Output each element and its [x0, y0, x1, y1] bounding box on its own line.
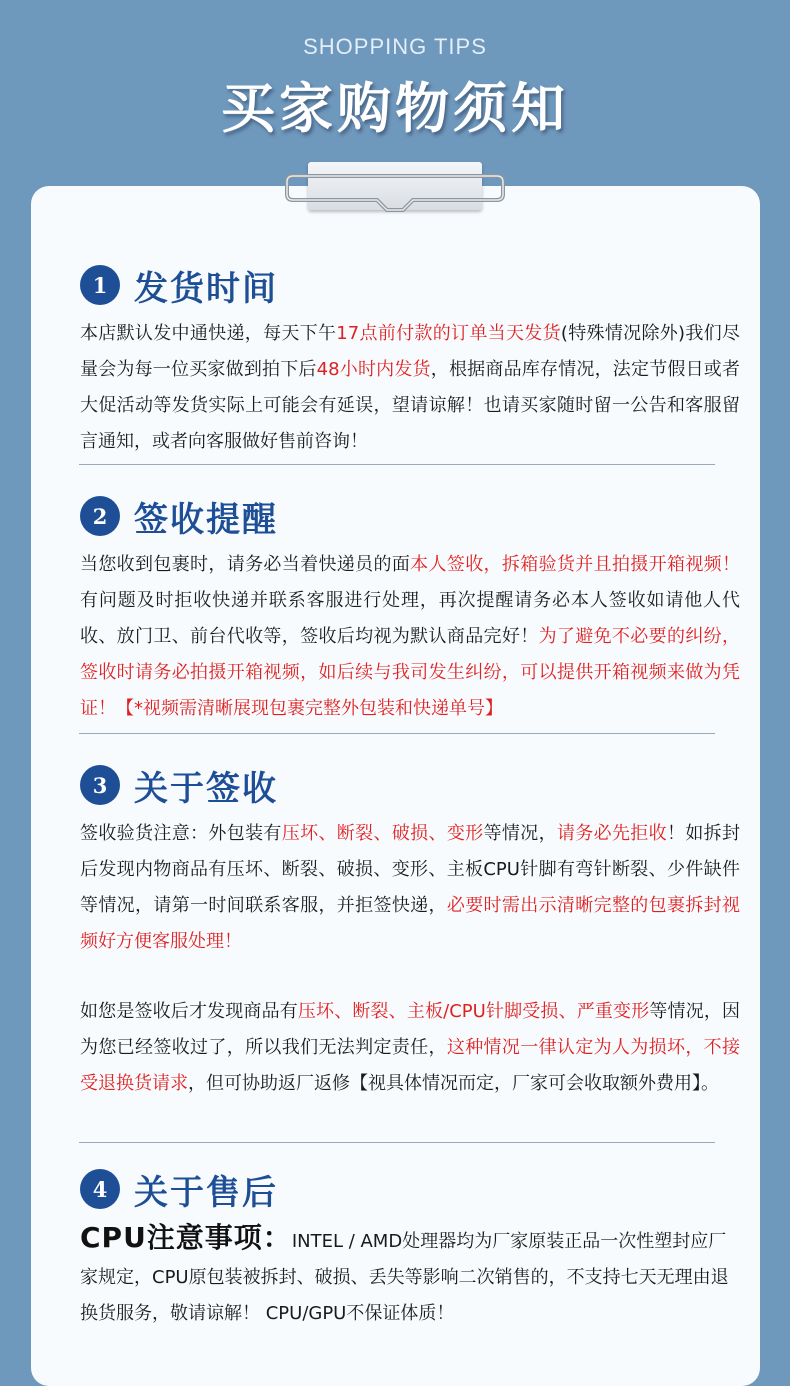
section-number-badge: 4 — [80, 1169, 120, 1209]
section-header — [80, 262, 740, 308]
section-divider — [79, 464, 715, 465]
highlight-text: 17点前付款的订单当天发货 — [336, 323, 561, 344]
section-title: 发货时间 — [134, 268, 278, 309]
section-shipping-time — [80, 262, 740, 460]
section-divider — [79, 1142, 715, 1143]
section-number-badge: 2 — [80, 496, 120, 536]
cpu-notice-text: INTEL / AMD处理器均为厂家原装正品一次性塑封应厂家规定，CPU原包装被拆封、破损、丢失等影响二次销售的，不支持七天无理由退换货服务，敬请谅解！ CPU/GPU不保证体质！ — [80, 1231, 729, 1324]
section-title: 关于签收 — [134, 768, 278, 809]
section-number-badge: 3 — [80, 765, 120, 805]
shopping-tips-subtitle: SHOPPING TIPS — [303, 34, 487, 59]
highlight-text: 压坏、断裂、主板/CPU针脚受损、严重变形 — [297, 1001, 650, 1022]
text-run: 签收验货注意：外包装有 — [80, 823, 282, 844]
section-header — [80, 762, 740, 808]
section-after-sales — [80, 1166, 740, 1332]
text-run: 等情况， — [483, 823, 557, 844]
text-run: (特殊情况除外)我们尽量会为每一位买家做到拍下后 — [80, 323, 741, 380]
text-run: ，但可协助返厂返修【视具体情况而定，厂家可会收取额外费用】。 — [188, 1073, 719, 1094]
text-run: 等情况，因为您已经签收过了，所以我们无法判定责任， — [80, 1001, 741, 1058]
highlight-text: 为了避免不必要的纠纷，签收时请务必拍摄开箱视频，如后续与我司发生纠纷，可以提供开箱视频来做为凭证！【*视频需清晰展现包裹完整外包装和快递单号】 — [80, 626, 741, 719]
cpu-notice-label: CPU注意事项： — [80, 1221, 292, 1254]
text-run: ！如拆封后发现内物商品有压坏、断裂、破损、变形、主板CPU针脚有弯针断裂、少件缺件等情况，请第一时间联系客服，并拒签快递， — [80, 823, 741, 916]
section-paragraph — [80, 816, 740, 960]
section-header — [80, 1166, 740, 1212]
section-title: 签收提醒 — [134, 499, 278, 540]
text-run: 本店默认发中通快递，每天下午 — [80, 323, 337, 344]
section-paragraph — [80, 316, 740, 460]
section-number-badge: 1 — [80, 265, 120, 305]
text-run: 如您是签收后才发现商品有 — [80, 1001, 298, 1022]
text-run: 有问题及时拒收快递并联系客服进行处理，再次提醒请务必本人签收如请他人代收、放门卫、前台代收等，签收后均视为默认商品完好！ — [80, 590, 740, 647]
clipboard-clip-icon — [283, 168, 507, 216]
highlight-text: 压坏、断裂、破损、变形 — [281, 823, 484, 844]
section-receipt-reminder — [80, 493, 740, 727]
highlight-text: 请务必先拒收 — [556, 823, 667, 844]
text-run: 当您收到包裹时，请务必当着快递员的面 — [80, 554, 411, 575]
section-divider — [79, 733, 715, 734]
text-run: ，根据商品库存情况，法定节假日或者大促活动等发货实际上可能会有延误，望请谅解！也请买家随时留一公告和客服留言通知，或者向客服做好售前咨询！ — [80, 359, 741, 452]
highlight-text: 48小时内发货 — [316, 359, 431, 380]
section-paragraph — [80, 994, 740, 1102]
highlight-text: 必要时需出示清晰完整的包裹拆封视频好方便客服处理！ — [80, 895, 741, 952]
highlight-text: 本人签收，拆箱验货并且拍摄开箱视频！ — [410, 554, 740, 575]
section-about-receipt — [80, 762, 740, 1102]
cpu-notice — [80, 1220, 740, 1332]
highlight-text: 这种情况一律认定为人为损坏，不接受退换货请求 — [80, 1037, 741, 1094]
section-paragraph — [80, 547, 740, 727]
section-title: 关于售后 — [134, 1172, 278, 1213]
page-title: 买家购物须知 — [221, 77, 569, 140]
section-header — [80, 493, 740, 539]
